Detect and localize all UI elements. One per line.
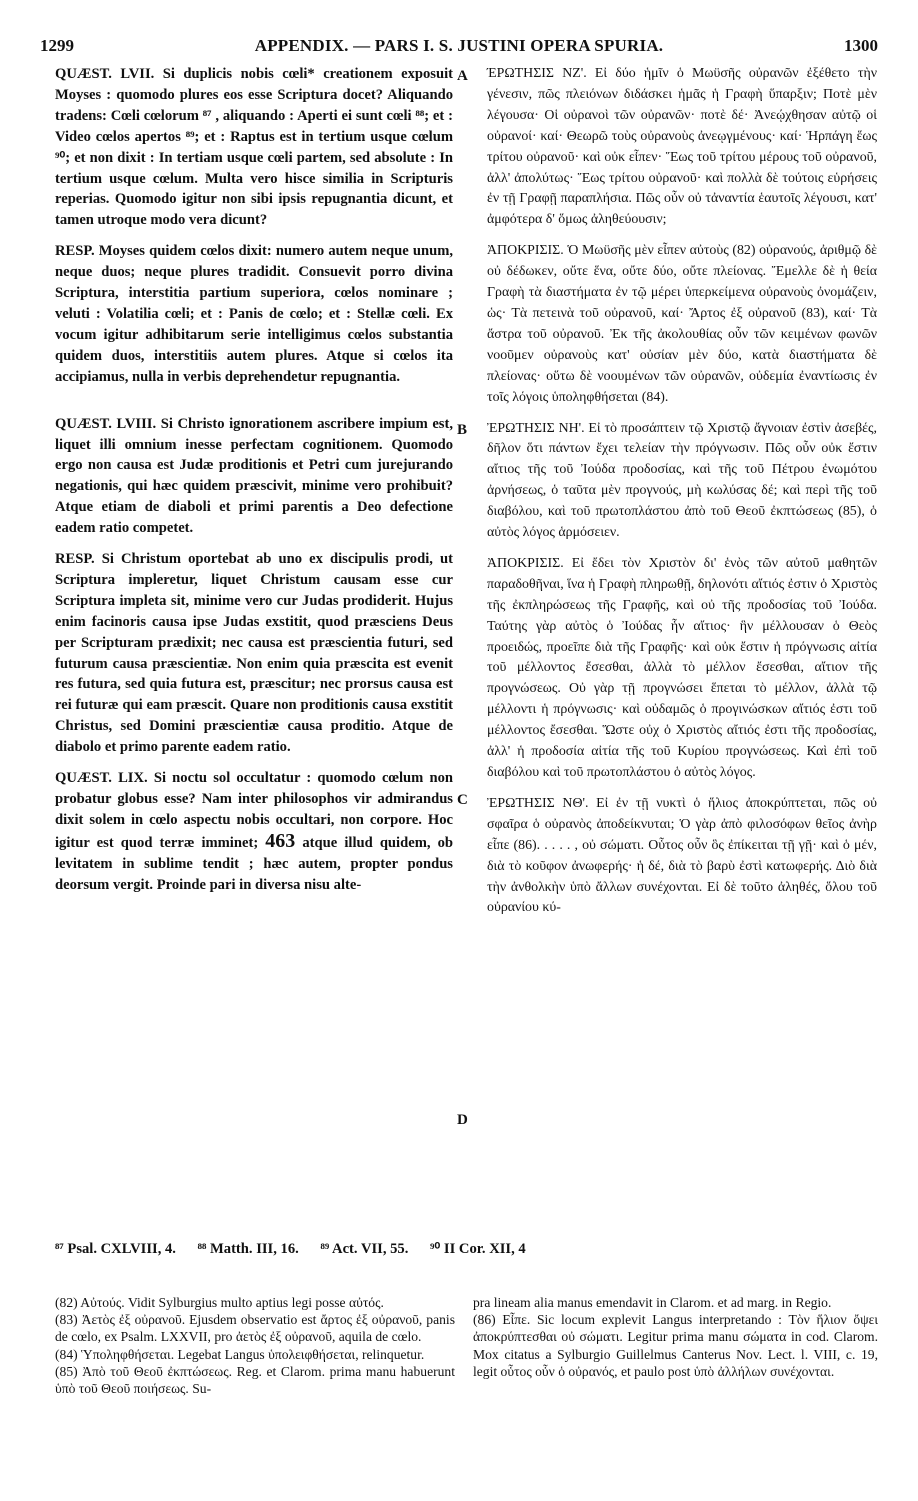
reference-item: ⁸⁷ Psal. CXLVIII, 4. — [55, 1241, 176, 1257]
running-header — [40, 36, 878, 60]
footnote: (84) Ὑποληφθήσεται. Legebat Langus ὑπολειφθήσεται, relinquetur. — [55, 1346, 425, 1362]
section-marker-c: C — [457, 792, 468, 808]
page-number-left: 1299 — [40, 36, 74, 55]
running-title: APPENDIX. — PARS I. S. JUSTINI OPERA SPURIA. — [254, 36, 664, 55]
footnote: (82) Αὐτούς. Vidit Sylburgius multo aptius legi posse αὐτός. — [55, 1295, 384, 1310]
page-number-right: 1300 — [844, 36, 878, 55]
scripture-references — [55, 1240, 878, 1258]
footnote: pra lineam alia manus emendavit in Clarom. et ad marg. in Regio. — [473, 1295, 832, 1310]
footnotes-left — [55, 1294, 455, 1397]
latin-question-59 — [55, 768, 453, 895]
latin-response-58: RESP. Si Christum oportebat ab uno ex discipulis prodi, ut Scriptura impleretur, liquet Christum causam esse cur Scriptura impleta sit, minime vero cur Judas prodiderit. Hujus enim facinoris causa ipse Judas exstitit, quod præsciens Deus per Scripturam prædixit; nec causa est præscientia futuri, sed futurum causa præscientiæ. Non enim quia præscita est evenit res futura, sed quia futura est, præscitur; nec prorsus causa est rei futuræ qui eam præscit. Quare non proditionis causa exstitit Christus, sed Domini præscientiæ causa proditio. Atque de diabolo et primo parente eadem ratio. — [55, 551, 453, 756]
footnote: (83) Ἀετὸς ἐξ οὐρανοῦ. Ejusdem observatio est ἄρτος ἐξ οὐρανοῦ, panis de cœlo, ex Psalm. LXXVII, pro ἀετὸς ἐξ οὐρανοῦ, aquila de cœlo. — [55, 1312, 455, 1345]
latin-question-59-part1: QUÆST. LIX. Si noctu sol occultatur : quomodo cœlum non probatur globus esse? Nam inter philosophos vir admirandus dixit solem in cœlo aspectu nobis occultari, non corpore. Hoc igitur est quod terræ imminet; — [55, 770, 453, 851]
reference-item: ⁸⁹ Act. VII, 55. — [320, 1241, 409, 1257]
latin-response-57: RESP. Moyses quidem cœlos dixit: numero autem neque unum, neque duos; neque plures tradidit. Consuevit porro divina Scriptura, interstitia partium superiora, cœlos nominare ; veluti : Volatilia cœli; et : Panis de cœlo; et : Stellæ cœli. Ex vocum igitur adhibitarum serie intelligimus cœlos substantia quidem duos, interstitiis autem plures. Atque si cœlos ita accipiamus, nulla in verbis deprehendetur repugnantia. — [55, 243, 453, 385]
footnote: (85) Ἀπὸ τοῦ Θεοῦ ἐκπτώσεως. Reg. et Clarom. prima manu habuerunt ὑπὸ τοῦ Θεοῦ ποιήσεως. Su- — [55, 1363, 455, 1397]
latin-question-58: QUÆST. LVIII. Si Christo ignorationem ascribere impium est, liquet illi omnium inesse perfectam cognitionem. Quomodo ergo non causa est Judæ proditionis et Petri cum jurejurando negationis, qui hæc quidem præscivit, minime vero prohibuit? Atque etiam de diaboli et primi parentis a Deo defectione eadem ratio competet. — [55, 415, 453, 537]
greek-question-59: ἘΡΩΤΗΣΙΣ ΝΘ'. Εἰ ἐν τῇ νυκτὶ ὁ ἥλιος ἀποκρύπτεται, πῶς οὐ σφαῖρα ὁ οὐρανὸς ἀποδείκνυται; Ὁ γὰρ ἀπὸ φιλοσόφων θεῖος ἀνὴρ εἶπε (86). . . . . , οὐ σώματι. Οὗτος οὖν ὃς ἐπίκειται τῇ γῇ· καὶ ὁ μέν, διὰ τὸ κοῦφον ἀνωφερής· ἡ δέ, διὰ τὸ βαρὺ ἐστὶ κατωφερής. Διὸ διὰ τὴν ἀνθολκὴν ὑπὸ ἄλλων συνέχονται. Εἰ δὲ τοῦτο ἀληθές, ὅλου τοῦ οὐρανίου κύ- — [487, 795, 877, 916]
greek-response-57: ἈΠΟΚΡΙΣΙΣ. Ὁ Μωϋσῆς μὲν εἶπεν αὐτοὺς (82) οὐρανούς, ἀριθμῷ δὲ οὐ δέδωκεν, οὔτε ἕνα, οὔτε δύο, οὔτε πλείονας. Ἔμελλε δὲ ἡ θεία Γραφὴ τὰ διαστήματα ἐν τῷ μέρει ὑπερκείμενα οὐρανοὺς ὀνομάζειν, ὡς· Τὰ πετεινὰ τοῦ οὐρανοῦ, καί· Ἄρτος ἐξ οὐρανοῦ (83), καί· Τὰ ἄστρα τοῦ οὐρανοῦ. Ἐκ τῆς ἀκολουθίας οὖν τῶν κειμένων φωνῶν νοοῦμεν οὐρανοὺς κατ' οὐσίαν μὲν δύο, κατὰ διαστήματα δὲ πλείονας· οὕτω δὲ νοουμένων τῶν οὐρανῶν, οὐδεμία ἐναντίωσις ἐν τοῖς λόγοις ὑποληφθήσεται (84). — [487, 243, 877, 405]
footnotes-right — [473, 1294, 878, 1380]
greek-question-57: ΈΡΩΤΗΣΙΣ ΝΖ'. Εἰ δύο ἡμῖν ὁ Μωϋσῆς οὐρανῶν ἐξέθετο τὴν γένεσιν, πῶς πλειόνων διδάσκει ἡμᾶς ἡ Γραφὴ ὕπαρξιν; Ποτὲ μὲν λέγουσα· Οἱ οὐρανοὶ τῶν οὐρανῶν· ποτὲ δέ· Ἀνεῴχθησαν αὐτῷ οἱ οὐρανοί· καί· Θεωρῶ τοὺς οὐρανοὺς ἀνεῳγμένους· καί· Ἡρπάγη ἕως τρίτου οὐρανοῦ· καὶ οὐκ εἶπεν· Ἕως τοῦ τρίτου μέρους τοῦ οὐρανοῦ, ἀλλ' ἀπολύτως· Ἕως τρίτου οὐρανοῦ· καὶ πολλὰ δὲ τούτοις εὑρήσεις ἐν τῇ Γραφῇ παραπλήσια. Πῶς οὖν οὐ τἀναντία ἑαυτοῖς λέγουσι, κατ' ἀμφότερα δ' ὅμως ἀληθεύουσιν; — [487, 66, 877, 228]
section-marker-d: D — [457, 1112, 468, 1128]
reference-item: ⁹⁰ II Cor. XII, 4 — [430, 1241, 526, 1257]
reference-item: ⁸⁸ Matth. III, 16. — [197, 1241, 299, 1257]
marginal-page-number: 463 — [265, 829, 296, 852]
greek-question-58: ἘΡΩΤΗΣΙΣ ΝΗ'. Εἰ τὸ προσάπτειν τῷ Χριστῷ ἄγνοιαν ἐστὶν ἀσεβές, δῆλον ὅτι πάντων ἔχει τελείαν τὴν πρόγνωσιν. Πῶς οὖν οὐκ ἔστιν αἴτιος τῆς τοῦ Ἰούδα προδοσίας, καὶ τῆς τοῦ Πέτρου ἐνωμότου ἀρνήσεως, ὁ ταῦτα μὲν προγνούς, μὴ κωλύσας δέ; καὶ περὶ τῆς τοῦ διαβόλου, καὶ τοῦ πρωτοπλάστου ἀπὸ τοῦ Θεοῦ ἐκπτώσεως (85), ὁ αὐτὸς λόγος ἁρμόσειεν. — [487, 420, 877, 541]
footnote: (86) Εἶπε. Sic locum explevit Langus interpretando : Τὸν ἥλιον ὄψει ἀποκρύπτεσθαι οὐ σώματι. Legitur prima manu σώματα in cod. Clarom. Mox citatus a Sylburgio Guillelmus Canterus Nov. Lect. l. VIII, c. 19, legit οὗτος οὖν ὁ οὐρανός, et paulo post ὑπὸ ἀλλήλων συνέχονται. — [473, 1312, 878, 1379]
greek-column — [487, 64, 877, 919]
greek-response-58: ἈΠΟΚΡΙΣΙΣ. Εἰ ἔδει τὸν Χριστὸν δι' ἑνὸς τῶν αὐτοῦ μαθητῶν παραδοθῆναι, ἵνα ἡ Γραφὴ πληρωθῇ, δηλονότι αἴτιός ἐστιν ὁ Χριστὸς τῆς ἐκπληρώσεως τῆς Γραφῆς, καὶ οὐ τῆς προδοσίας τοῦ Ἰούδα. Ταύτης γὰρ αὐτὸς ὁ Ἰούδας ἦν αἴτιος· ἣν μέλλουσαν ὁ Θεὸς προειδώς, προεῖπε διὰ τῆς Γραφῆς· καὶ οὐκ ἔστιν ἡ πρόγνωσις αἰτία τοῦ μέλλοντος ἔσεσθαι, ἀλλὰ τὸ μέλλον ἔσεσθαι, αἴτιον τῆς προγνώσεως. Οὐ γὰρ τῇ προγνώσει ἕπεται τὸ μέλλον, ἀλλὰ τῷ μέλλοντι ἡ πρόγνωσις· καὶ οὐδαμῶς ὁ προγινώσκων αἴτιός ἐστι τοῦ μέλλοντος ἔσεσθαι. Ὥστε οὐχ ὁ Χριστὸς αἴτιός ἐστι τῆς προδοσίας, ἀλλ' ἡ προδοσία αἰτία τῆς τοῦ Κυρίου προγνώσεως. Καὶ ἐπὶ τοῦ διαβόλου καὶ τοῦ πρωτοπλάστου ὁ αὐτὸς λόγος. — [487, 555, 877, 780]
latin-question-57: QUÆST. LVII. Si duplicis nobis cœli* creationem exposuit Moyses : quomodo plures eos esse Scriptura docet? Aliquando tradens: Cœli cœlorum ⁸⁷ , aliquando : Aperti ei sunt cœli ⁸⁸; et : Video cœlos apertos ⁸⁹; et : Raptus est in tertium usque cœlum ⁹⁰; et non dixit : In tertiam usque cœli partem, sed absolute : In tertium usque cœlum. Multa vero hisce similia in Scripturis reperias. Quomodo igitur non sibi ipsis repugnantia dicunt, et tamen utroque modo vera dicunt? — [55, 66, 453, 229]
section-marker-a: A — [457, 68, 468, 84]
latin-column — [55, 64, 453, 896]
latin-question-59-part2: atque illud quidem, ob levitatem in sublime tendit ; hæc autem, propter pondus deorsum vergit. Proinde pari in diversa nisu alte- — [55, 834, 454, 893]
section-marker-b: B — [457, 422, 468, 438]
